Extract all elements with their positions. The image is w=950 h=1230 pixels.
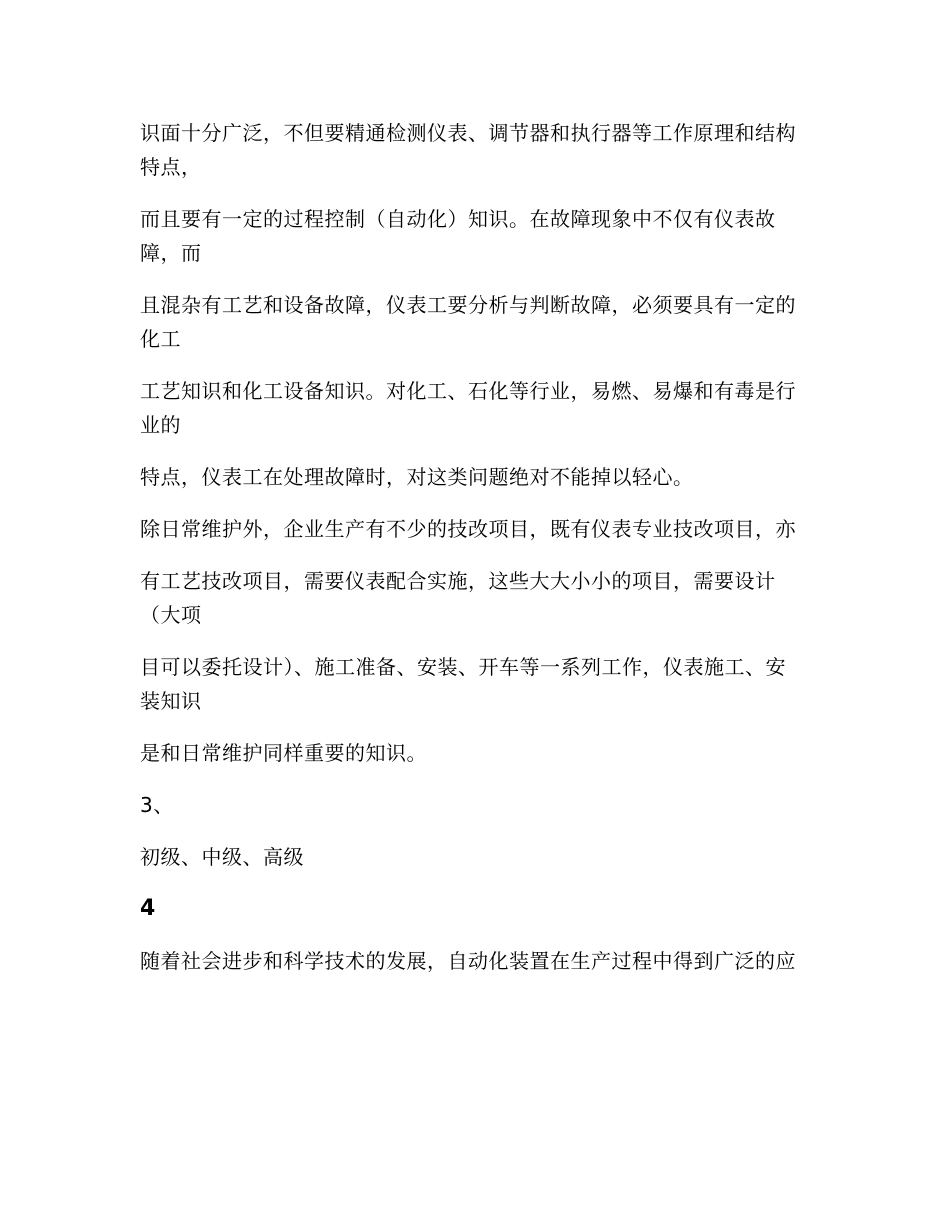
- section-heading: 4: [140, 896, 156, 921]
- paragraph: 是和日常维护同样重要的知识。: [140, 741, 427, 765]
- paragraph: 而且要有一定的过程控制（自动化）知识。在故障现象中不仅有仪表故障，而: [140, 207, 776, 265]
- paragraph: 特点，仪表工在处理故障时，对这类问题绝对不能掉以轻心。: [140, 465, 694, 489]
- paragraph: 识面十分广泛，不但要精通检测仪表、调节器和执行器等工作原理和结构特点，: [140, 121, 796, 179]
- document-body: [140, 116, 800, 996]
- paragraph: 有工艺技改项目，需要仪表配合实施，这些大大小小的项目，需要设计（大项: [140, 569, 776, 627]
- section-number: 3、: [140, 793, 174, 817]
- paragraph: 目可以委托设计）、施工准备、安装、开车等一系列工作，仪表施工、安装知识: [140, 655, 786, 713]
- paragraph: 工艺知识和化工设备知识。对化工、石化等行业，易燃、易爆和有毒是行业的: [140, 379, 796, 437]
- level-list: 初级、中级、高级: [140, 845, 304, 869]
- paragraph: 除日常维护外，企业生产有不少的技改项目，既有仪表专业技改项目，亦: [140, 517, 796, 541]
- paragraph: 且混杂有工艺和设备故障，仪表工要分析与判断故障，必须要具有一定的化工: [140, 293, 796, 351]
- paragraph: 随着社会进步和科学技术的发展，自动化装置在生产过程中得到广泛的应: [140, 949, 796, 973]
